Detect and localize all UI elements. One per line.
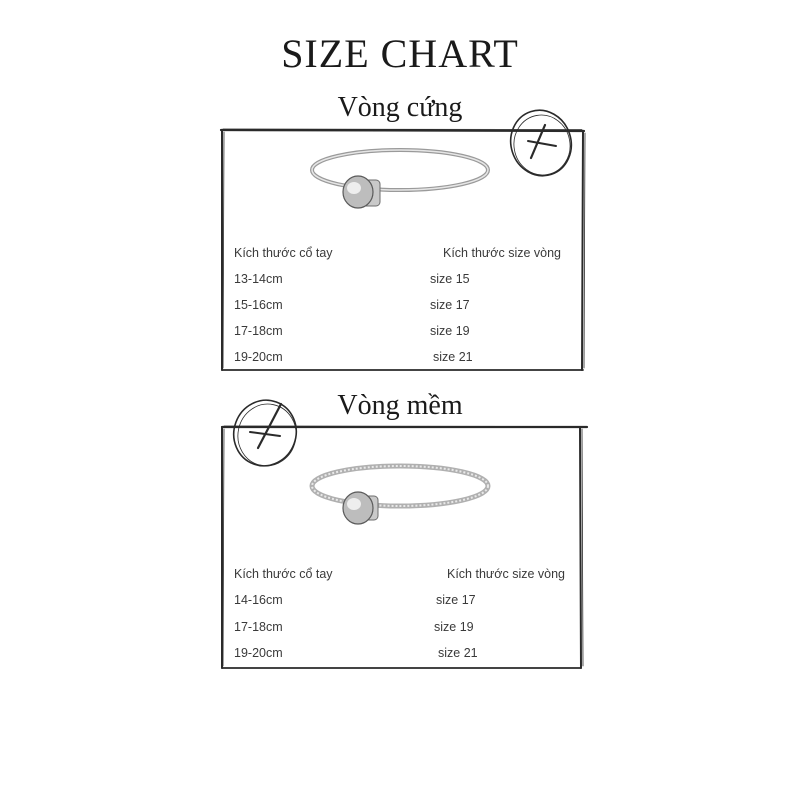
- table-cell-wrist: 15-16cm: [234, 298, 283, 312]
- table-cell-wrist: 17-18cm: [234, 620, 283, 634]
- col-header-size: Kích thước size vòng: [443, 246, 562, 260]
- page-title: SIZE CHART: [281, 31, 519, 76]
- section-title-mesh: Vòng mềm: [337, 390, 463, 421]
- table-cell-wrist: 14-16cm: [234, 593, 283, 607]
- col-header-size: Kích thước size vòng: [447, 567, 566, 581]
- rigid-bangle-image: [300, 140, 500, 222]
- col-header-wrist: Kích thước cổ tay: [234, 567, 333, 581]
- table-cell-size: size 21: [438, 646, 478, 660]
- table-cell-wrist: 17-18cm: [234, 324, 283, 338]
- table-cell-wrist: 13-14cm: [234, 272, 283, 286]
- mesh-bangle-image: [300, 456, 500, 538]
- table-cell-size: size 15: [430, 272, 470, 286]
- table-cell-size: size 19: [430, 324, 470, 338]
- col-header-wrist: Kích thước cổ tay: [234, 246, 333, 260]
- table-cell-wrist: 19-20cm: [234, 646, 283, 660]
- table-cell-size: size 21: [433, 350, 473, 364]
- table-cell-size: size 17: [430, 298, 470, 312]
- table-cell-wrist: 19-20cm: [234, 350, 283, 364]
- section-title-rigid: Vòng cứng: [337, 92, 463, 123]
- table-cell-size: size 19: [434, 620, 474, 634]
- table-cell-size: size 17: [436, 593, 476, 607]
